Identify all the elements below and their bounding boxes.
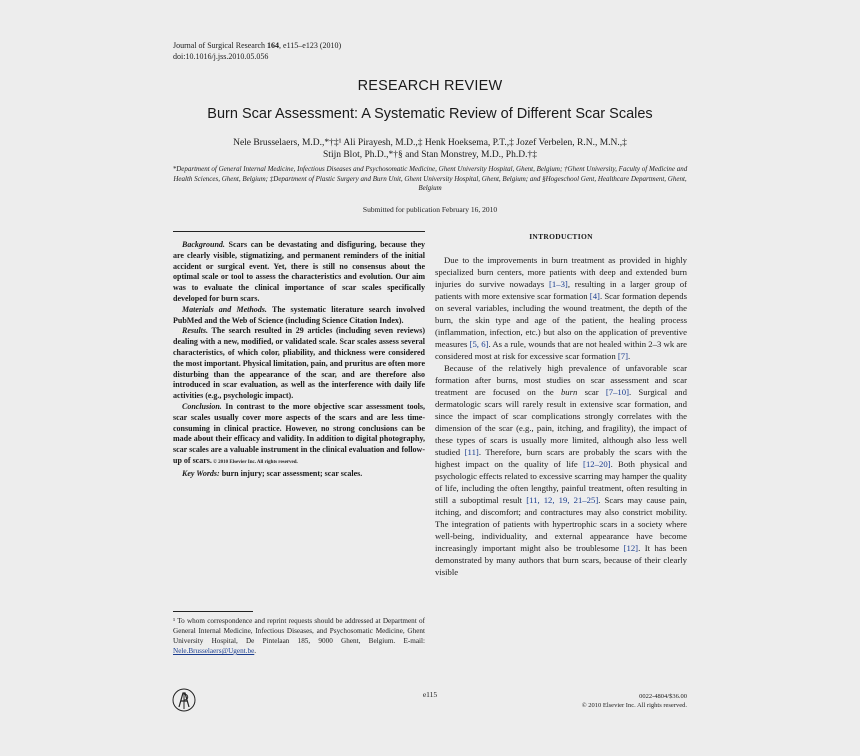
journal-citation: [173, 40, 341, 62]
citation-link[interactable]: [4]: [589, 291, 600, 301]
citation-link[interactable]: [7]: [617, 351, 629, 361]
intro-paragraph-2: Because of the relatively high prevalence of unfavorable scar formation after burns, most studies on scar assessment and scar treatment are focused on the burn scar [7–10]. Surgical and dermatologic scars will rarely result in extensive scar formation, and since the impact of scar complications strongly correlates with the dimension of the scar (e.g., pain, itching, and fragility), the impact of these types of scars is usually more limited, although also less well studied [11]. Therefore, burn scars are probably the scars with the highest impact on the quality of life [12–20]. Both physical and psychologic effects related to excessive scarring may hamper the quality of life, including the often lengthy, painful treatment, often resulting in still a suboptimal result [11, 12, 19, 21–25]. Scars may cause pain, itching, and discomfort; and contractures may also constrict mobility. The integration of patients with hypertrophic scars in a society where well-being, individuality, and external appearance have become increasingly important might also be troublesome [12]. It has been demonstrated by many authors that burn scars, because of their clearly visible: [435, 363, 688, 577]
authors-line-1: Nele Brusselaers, M.D.,*†‡¹ Ali Pirayesh, M.D.,‡ Henk Hoeksema, P.T.,‡ Jozef Verbelen, R.N., M.N.,‡: [233, 138, 627, 148]
doi: doi:10.1016/j.jss.2010.05.056: [173, 52, 269, 61]
submission-date: Submitted for publication February 16, 2010: [362, 205, 498, 214]
abstract-conclusion: Conclusion. In contrast to the more objective scar assessment tools, scar scales usually cover more aspects of the scars and are less time-consuming in clinical practice. However, no strong conclusions can be made about their efficacy and validity. In addition to digital photography, scar scales are a valuable instrument in the clinical evaluation and follow-up of scars. © 2010 Elsevier Inc. All rights reserved.: [173, 401, 425, 465]
citation-link[interactable]: [5, 6]: [469, 339, 489, 349]
citation-link[interactable]: [11]: [464, 447, 479, 457]
keywords: Key Words: burn injury; scar assessment; scar scales.: [182, 468, 363, 478]
journal-pages: , e115–e123 (2010): [279, 41, 342, 50]
issn-price: 0022-4804/$36.00: [639, 693, 687, 700]
introduction-body: [435, 254, 687, 578]
issn-block: [520, 692, 687, 710]
correspondence-footnote: ¹ To whom correspondence and reprint requests should be addressed at Department of General Internal Medicine, Infectious Diseases, and Psychosomatic Medicine, Ghent University Hospital, De Pintelaan 185, 9000 Ghent, Belgium. E-mail: Nele.Brusselaers@Ugent.be.: [173, 617, 425, 655]
citation-link[interactable]: [12]: [623, 543, 639, 553]
abstract-methods: Materials and Methods. The systematic literature search involved PubMed and the Web of Science (including Science Citation Index).: [173, 304, 425, 325]
citation-link[interactable]: [7–10]: [605, 387, 629, 397]
author-list: [0, 137, 860, 161]
journal-volume: 164: [267, 41, 280, 50]
article-title: Burn Scar Assessment: A Systematic Review of Different Scar Scales: [207, 106, 653, 122]
intro-paragraph-1: Due to the improvements in burn treatment as provided in highly specialized burn centers, more patients with deep and extended burn injuries do survive nowadays [1–3], resulting in a larger group of patients with more extensive scar formation [4]. Scar formation depends on several variables, including the wound treatment, the depth of the burn, the skin type and age of the patient, the healing process (inflammation, infection, etc.) but also on the application of preventive measures [5, 6]. As a rule, wounds that are not healed within 2–3 wk are considered most at risk for excessive scar formation [7].: [435, 255, 688, 361]
abstract-copyright: © 2010 Elsevier Inc. All rights reserved.: [211, 459, 298, 465]
footer-copyright: © 2010 Elsevier Inc. All rights reserved.: [581, 702, 687, 709]
citation-link[interactable]: [11, 12, 19, 21–25]: [526, 495, 599, 505]
abstract-results: Results. The search resulted in 29 articles (including seven reviews) dealing with a new, modified, or validated scale. Scar scales assess several characteristics, of which color, pliability, and thickness were considered the most important. Physical limitation, pain, and pruritus are often more disturbing than the appearance of the scar, and are therefore also introduced in scar evaluation, as well as the interference with daily life activities (e.g., psychologic impact).: [173, 326, 425, 401]
authors-line-2: Stijn Blot, Ph.D.,*†§ and Stan Monstrey, M.D., Ph.D.†‡: [323, 150, 537, 160]
article-type: RESEARCH REVIEW: [357, 78, 503, 94]
email-link[interactable]: Nele.Brusselaers@Ugent.be: [173, 647, 255, 655]
page-number: e115: [422, 690, 438, 699]
abstract: [173, 240, 425, 480]
footnote-rule: [173, 611, 253, 612]
abstract-top-rule: [173, 231, 425, 232]
citation-link[interactable]: [12–20]: [583, 459, 611, 469]
journal-name: Journal of Surgical Research: [173, 41, 268, 50]
abstract-background: Background. Scars can be devastating and disfiguring, because they are clearly visible, stigmatizing, and permanent reminders of the initial accident or surgical event. Yet, there is still no consensus about the optimal scale or tool to assess the characteristics and evolution. Our aim was to evaluate the clinical importance of scar scales specifically developed for burn scars.: [173, 240, 425, 303]
introduction-heading: INTRODUCTION: [529, 232, 593, 241]
citation-link[interactable]: [1–3]: [549, 279, 568, 289]
affiliations: *Department of General Internal Medicine, Infectious Diseases and Psychosomatic Medicine, Ghent University Hospital, Ghent, Belgium; †Ghent University, Faculty of Medicine and Health Sciences, Ghent, Belgium; ‡Department of Plastic Surgery and Burn Unit, Ghent University Hospital, Ghent, Belgium; and §Hogeschool Gent, Healthcare Department, Ghent, Belgium: [172, 165, 688, 192]
